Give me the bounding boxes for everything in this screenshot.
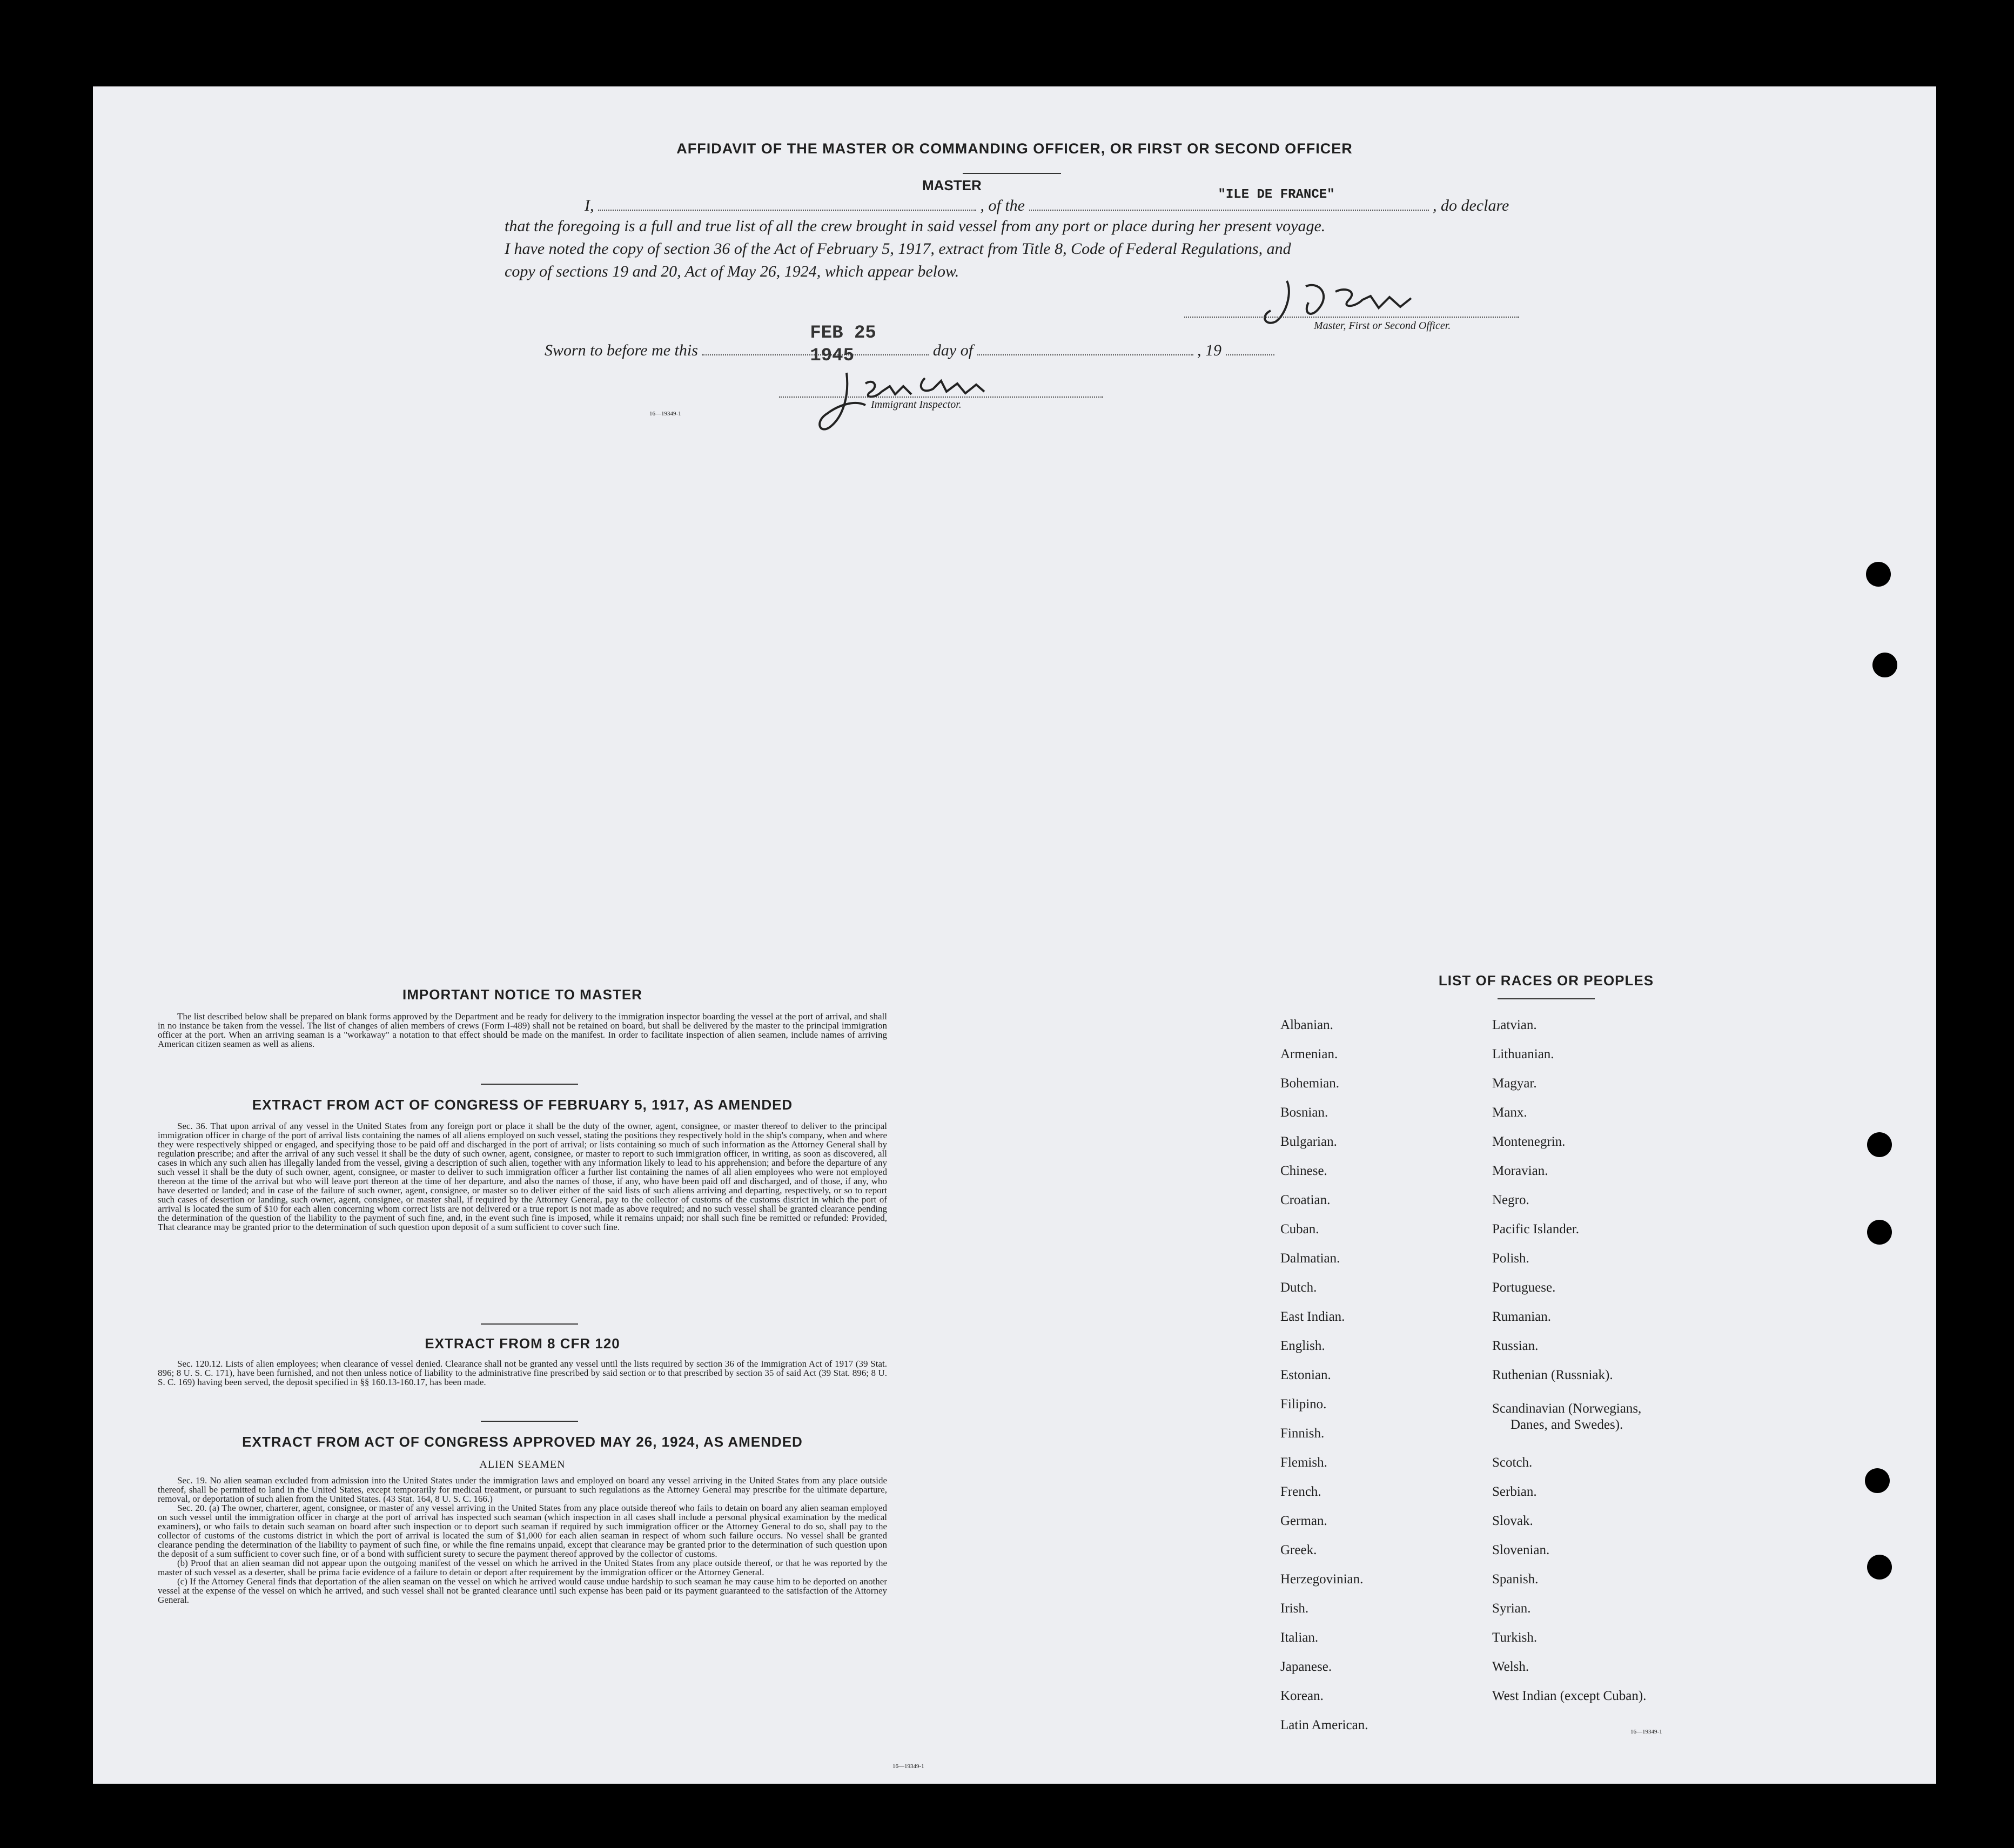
race-item: Turkish. (1492, 1630, 1538, 1645)
race-item: Spanish. (1492, 1572, 1539, 1587)
alien-seamen-subtitle: ALIEN SEAMEN (479, 1459, 566, 1470)
race-item: Italian. (1280, 1630, 1319, 1645)
race-item: Danes, and Swedes). (1510, 1417, 1623, 1432)
race-item: Welsh. (1492, 1659, 1529, 1674)
race-item: Scandinavian (Norwegians, (1492, 1401, 1642, 1416)
race-item: Chinese. (1280, 1164, 1327, 1178)
binder-hole (1865, 1468, 1890, 1493)
race-item: Dalmatian. (1280, 1251, 1340, 1266)
race-item: Magyar. (1492, 1076, 1537, 1091)
race-item: Japanese. (1280, 1659, 1332, 1674)
race-item: Latvian. (1492, 1018, 1537, 1032)
extract-1917-title: EXTRACT FROM ACT OF CONGRESS OF FEBRUARY 5, 1917, AS AMENDED (252, 1097, 793, 1113)
extract-cfr-text (158, 1359, 887, 1387)
form-number: 16—19349-1 (649, 411, 681, 417)
section-divider (481, 1421, 578, 1422)
race-item: Bohemian. (1280, 1076, 1340, 1091)
race-item: English. (1280, 1339, 1325, 1353)
binder-hole (1866, 562, 1891, 587)
extract-1924-title: EXTRACT FROM ACT OF CONGRESS APPROVED MAY 26, 1924, AS AMENDED (242, 1434, 803, 1450)
signature-line (1184, 317, 1519, 318)
race-item: Finnish. (1280, 1426, 1325, 1441)
sworn-line (545, 323, 1312, 366)
race-item: Cuban. (1280, 1222, 1319, 1237)
races-title: LIST OF RACES OR PEOPLES (1438, 972, 1654, 989)
inspector-line (779, 397, 1103, 398)
section-divider (481, 1084, 578, 1085)
sec19-paragraph: Sec. 19. No alien seaman excluded from admission into the United States under the immigration laws and employed on board any vessel arriving in the United States from any place outside thereof, shall be permitted to land in the United States, except temporarily for medical treatment, or pursuant to such regulations as the Attorney General may prescribe for the ultimate departure, removal, or deportation of such alien from the United States. (43 Stat. 164, 8 U. S. C. 166.) (158, 1475, 887, 1504)
race-item: Herzegovinian. (1280, 1572, 1364, 1587)
extract-1924-text (158, 1476, 887, 1604)
race-item: Polish. (1492, 1251, 1529, 1266)
race-item: Portuguese. (1492, 1280, 1556, 1295)
race-item: French. (1280, 1484, 1321, 1499)
declaration-line-3: copy of sections 19 and 20, Act of May 26, 1924, which appear below. (505, 263, 959, 280)
sec20a-paragraph: Sec. 20. (a) The owner, charterer, agent, consignee, or master of any vessel arriving in the United States from any place outside thereof who fails to detain on board any alien seaman employed on such vessel until the immigration officer in charge at the port of arrival has inspected such seaman (which inspection in all cases shall include a personal physical examination by the medical examiners), or who fails to detain such seaman on board after such inspection or to deport such seaman if required by such immigration officer or the Attorney General to do so, shall pay to the collector of customs of the customs district in which the port of arrival is located the sum of $1,000 for each alien seaman in respect of whom such failure occurs. No vessel shall be granted clearance pending the determination of the liability to payment of such fine, or while the fine remains unpaid, except that clearance may be granted prior to the determination of such question upon the deposit of a sum sufficient to cover such fine, or of a bond with sufficient surety to secure the payment thereof approved by the collector of customs. (158, 1503, 887, 1559)
notice-paragraph: The list described below shall be prepared on blank forms approved by the Department and be ready for delivery to the immigration inspector boarding the vessel at the port of arrival, and shall in no instance be taken from the vessel. The list of changes of alien members of crews (Form I-489) shall not be retained on board, but shall be delivered by the master to the principal immigration officer at the port. When an arriving seaman is a "workaway" a notation to that effect should be made on the manifest. In order to facilitate inspection of alien seamen, include names of arriving American citizen seamen as well as aliens. (158, 1011, 887, 1049)
sec36-paragraph: Sec. 36. That upon arrival of any vessel in the United States from any foreign port or place it shall be the duty of the owner, agent, consignee, or master thereof to deliver to the principal immigration officer in charge of the port of arrival lists containing the names of all aliens employed on such vessel, stating the positions they respectively hold in the ship's company, when and where they were respectively shipped or engaged, and specifying those to be paid off and discharged in the port of arrival; or lists containing so much of such information as the Attorney General shall by regulation prescribe; and after the arrival of any such vessel it shall be the duty of such owner, agent, consignee, or master to report to such immigration officer, in writing, as soon as discovered, all cases in which any such alien has illegally landed from the vessel, giving a description of such alien, together with any information likely to lead to his apprehension; and before the departure of any such vessel it shall be the duty of such owner, agent, consignee, or master to deliver to such immigration officer a further list containing the names of all alien employees who were not employed thereon at the time of the arrival but who will leave port thereon at the time of her departure, and also the names of those, if any, who have been paid off and discharged, and of those, if any, who have deserted or landed; and in case of the failure of such owner, agent, consignee, or master so to deliver either of the said lists of such aliens arriving and departing, respectively, or so to report such cases of desertion or landing, such owner, agent, consignee, or master shall, if required by the Attorney General, pay to the collector of customs of the customs district in which the port of arrival is located the sum of $10 for each alien concerning whom correct lists are not delivered or a true report is not made as above required; and no such vessel shall be granted clearance pending the determination of the question of the liability to the payment of such fine, and, in the event such fine is imposed, while it remains unpaid; nor shall such fine be remitted or refunded: Provided, That clearance may be granted prior to the determination of such question upon deposit of a sum sufficient to cover such fine. (158, 1121, 887, 1232)
i-label: I, (585, 197, 594, 214)
race-item: East Indian. (1280, 1309, 1345, 1324)
extract-1917-text (158, 1121, 887, 1232)
race-item: Bulgarian. (1280, 1134, 1337, 1149)
month-field (977, 338, 1193, 355)
race-item: Serbian. (1492, 1484, 1537, 1499)
sec20c-paragraph: (c) If the Attorney General finds that deportation of the alien seaman on the vessel on which he arrived would cause undue hardship to such seaman he may cause him to be deported on another vessel at the expense of the vessel on which he arrived, and such vessel shall not be granted clearance until such expense has been paid or its payment guaranteed to the satisfaction of the Attorney General. (158, 1576, 887, 1605)
race-item: Korean. (1280, 1689, 1324, 1703)
race-item: Pacific Islander. (1492, 1222, 1580, 1237)
notice-title: IMPORTANT NOTICE TO MASTER (402, 986, 642, 1003)
race-item: Slovak. (1492, 1514, 1533, 1528)
extract-cfr-title: EXTRACT FROM 8 CFR 120 (425, 1335, 620, 1352)
race-item: Montenegrin. (1492, 1134, 1566, 1149)
race-item: West Indian (except Cuban). (1492, 1689, 1647, 1703)
race-item: Lithuanian. (1492, 1047, 1554, 1061)
binder-hole (1867, 1555, 1892, 1580)
of-the-label: , of the (980, 197, 1025, 214)
race-item: Albanian. (1280, 1018, 1333, 1032)
date-stamp: FEB 25 1945 (810, 323, 876, 366)
race-item: Bosnian. (1280, 1105, 1328, 1120)
year-label: , 19 (1197, 341, 1222, 359)
form-number: 16—19349-1 (892, 1763, 924, 1770)
race-item: Greek. (1280, 1543, 1317, 1557)
year-field (1226, 338, 1274, 355)
race-item: Filipino. (1280, 1397, 1327, 1412)
signature-caption: Master, First or Second Officer. (1314, 320, 1451, 332)
declaration-line (541, 177, 1633, 217)
race-item: Dutch. (1280, 1280, 1317, 1295)
declaration-line-2: I have noted the copy of section 36 of the Act of February 5, 1917, extract from Title 8, Code of Federal Regulations, and (505, 240, 1291, 258)
vessel-fill: "ILE DE FRANCE" (1218, 187, 1335, 202)
race-item: Syrian. (1492, 1601, 1531, 1616)
race-item: Russian. (1492, 1339, 1539, 1353)
notice-text (158, 1012, 887, 1049)
race-item: Scotch. (1492, 1455, 1533, 1470)
day-of-label: day of (932, 341, 974, 359)
sec20b-paragraph: (b) Proof that an alien seaman did not appear upon the outgoing manifest of the vessel on which he arrived in the United States from any place outside thereof, or that he was reported by the master of such vessel as a deserter, shall be prima facie evidence of a failure to detain or deport after requirement by the immigration officer or the Attorney General. (158, 1558, 887, 1577)
race-item: Slovenian. (1492, 1543, 1550, 1557)
binder-hole (1872, 653, 1897, 677)
inspector-caption: Immigrant Inspector. (871, 399, 962, 411)
race-item: Manx. (1492, 1105, 1527, 1120)
race-item: German. (1280, 1514, 1327, 1528)
race-item: Croatian. (1280, 1193, 1331, 1207)
do-declare-label: , do declare (1433, 197, 1509, 214)
race-item: Flemish. (1280, 1455, 1327, 1470)
race-item: Armenian. (1280, 1047, 1338, 1061)
affidavit-title: AFFIDAVIT OF THE MASTER OR COMMANDING OFFICER, OR FIRST OR SECOND OFFICER (676, 140, 1353, 157)
binder-hole (1867, 1132, 1892, 1157)
declaration-line-1: that the foregoing is a full and true list of all the crew brought in said vessel from any port or place during her present voyage. (505, 217, 1326, 235)
binder-hole (1867, 1220, 1892, 1245)
vessel-field (1029, 187, 1429, 211)
sec120-paragraph: Sec. 120.12. Lists of alien employees; when clearance of vessel denied. Clearance shall not be granted any vessel until the lists required by section 36 of the Immigration Act of 1917 (39 Stat. 896; 8 U. S. C. 171), have been furnished, and not then unless notice of liability to the administrative fine prescribed by said section or to that prescribed by section 35 of said Act (39 Stat. 896; 8 U. S. C. 169) having been served, the deposit specified in §§ 160.13-160.17, has been made. (158, 1359, 887, 1387)
race-item: Irish. (1280, 1601, 1309, 1616)
races-divider (1498, 998, 1595, 999)
race-item: Rumanian. (1492, 1309, 1552, 1324)
race-item: Ruthenian (Russniak). (1492, 1368, 1613, 1382)
master-field (598, 177, 982, 211)
race-item: Moravian. (1492, 1164, 1548, 1178)
race-item: Negro. (1492, 1193, 1529, 1207)
sworn-label: Sworn to before me this (545, 341, 698, 359)
race-item: Estonian. (1280, 1368, 1331, 1382)
section-divider (481, 1323, 578, 1325)
master-fill: MASTER (922, 177, 982, 193)
document-page (93, 86, 1936, 1784)
day-field (702, 323, 929, 366)
form-number: 16—19349-1 (1630, 1729, 1662, 1735)
race-item: Latin American. (1280, 1718, 1368, 1732)
